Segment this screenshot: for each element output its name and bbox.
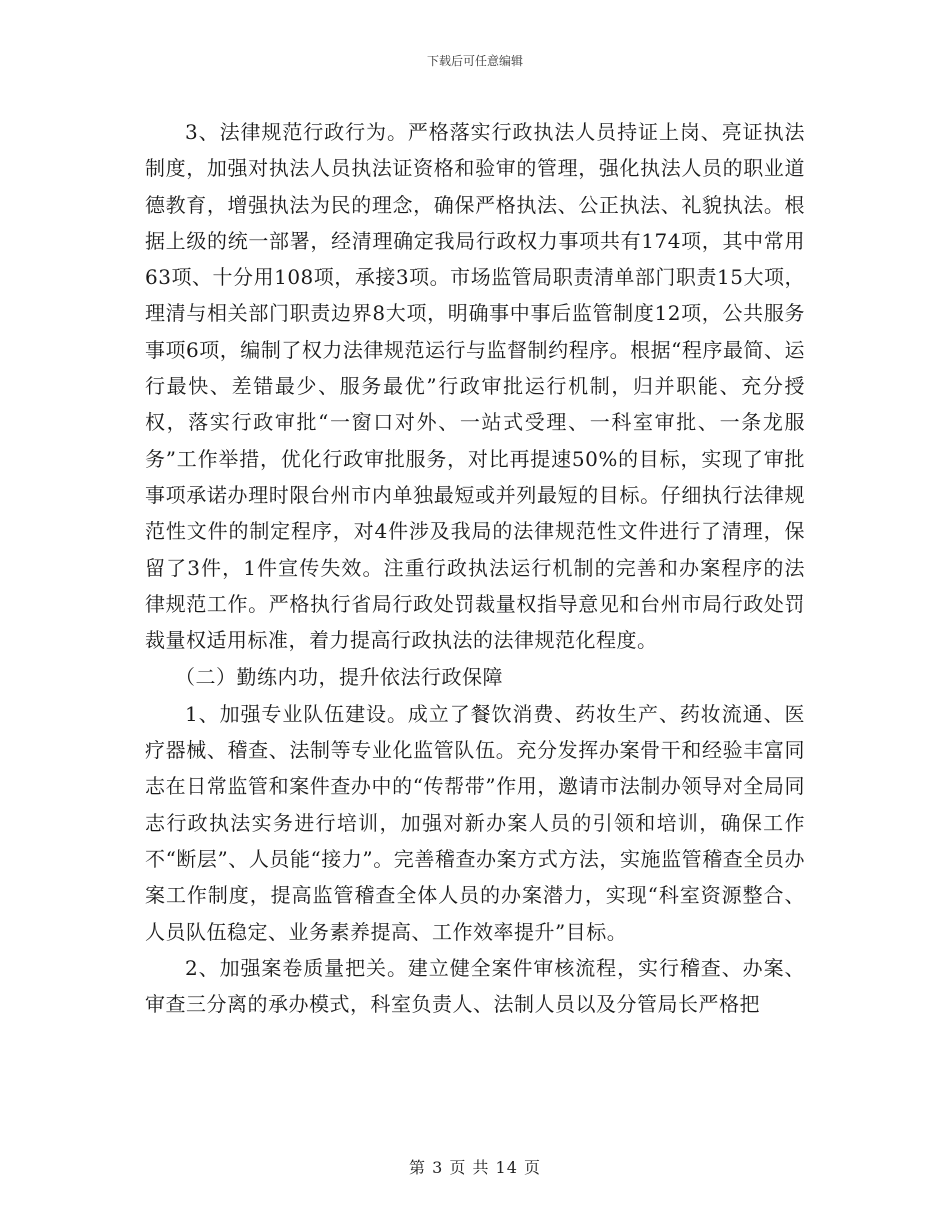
paragraph-case-quality: 2、加强案卷质量把关。建立健全案件审核流程，实行稽查、办案、审查三分离的承办模式，科室负责人、法制人员以及分管局长严格把 (145, 955, 805, 1017)
section-heading: （二）勤练内功，提升依法行政保障 (175, 665, 503, 690)
page-header-note: 下载后可任意编辑 (426, 54, 523, 68)
document-body (145, 114, 805, 1022)
page-number: 第 3 页 共 14 页 (409, 1158, 541, 1177)
paragraph-team-building: 1、加强专业队伍建设。成立了餐饮消费、药妆生产、药妆流通、医疗器械、稽查、法制等专业化监管队伍。充分发挥办案骨干和经验丰富同志在日常监管和案件查办中的“传帮带”作用，邀请市法制办领导对全局同志行政执法实务进行培训，加强对新办案人员的引领和培训，确保工作不“断层”、人员能“接力”。完善稽查办案方式方法，实施监管稽查全员办案工作制度，提高监管稽查全体人员的办案潜力，实现“科室资源整合、人员队伍稳定、业务素养提高、工作效率提升”目标。 (145, 701, 805, 944)
paragraph-legal-regulation: 3、法律规范行政行为。严格落实行政执法人员持证上岗、亮证执法制度，加强对执法人员执法证资格和验审的管理，强化执法人员的职业道德教育，增强执法为民的理念，确保严格执法、公正执法、礼貌执法。根据上级的统一部署，经清理确定我局行政权力事项共有174项，其中常用63项、十分用108项，承接3项。市场监管局职责清单部门职责15大项，理清与相关部门职责边界8大项，明确事中事后监管制度12项，公共服务事项6项，编制了权力法律规范运行与监督制约程序。根据“程序最简、运行最快、差错最少、服务最优”行政审批运行机制，归并职能、充分授权，落实行政审批“一窗口对外、一站式受理、一科室审批、一条龙服务”工作举措，优化行政审批服务，对比再提速50%的目标，实现了审批事项承诺办理时限台州市内单独最短或并列最短的目标。仔细执行法律规范性文件的制定程序，对4件涉及我局的法律规范性文件进行了清理，保留了3件，1件宣传失效。注重行政执法运行机制的完善和办案程序的法律规范工作。严格执行省局行政处罚裁量权指导意见和台州市局行政处罚裁量权适用标准，着力提高行政执法的法律规范化程度。 (145, 120, 805, 653)
